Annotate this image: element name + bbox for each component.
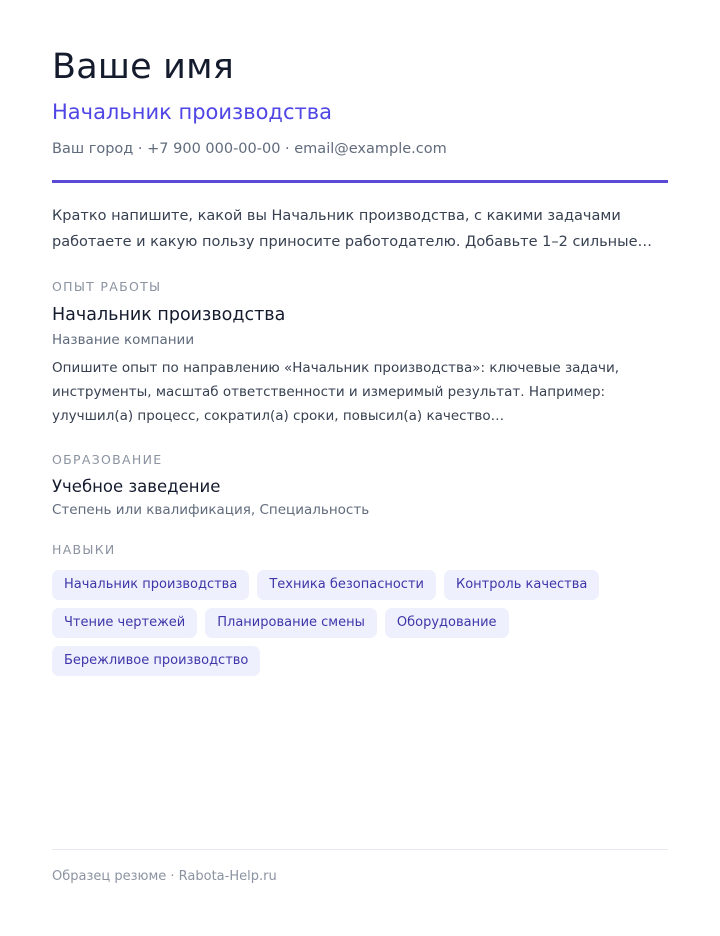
contact-info: Ваш город · +7 900 000-00-00 · email@example.com xyxy=(52,141,447,157)
skills-heading: НАВЫКИ xyxy=(52,542,116,557)
experience-heading: ОПЫТ РАБОТЫ xyxy=(52,279,162,294)
job-title: Начальник производства xyxy=(52,305,286,325)
desired-position: Начальник производства xyxy=(52,100,332,124)
skill-chip: Бережливое производство xyxy=(52,646,260,676)
education-heading: ОБРАЗОВАНИЕ xyxy=(52,452,163,467)
skill-chip: Техника безопасности xyxy=(257,570,436,600)
candidate-name: Ваше имя xyxy=(52,47,234,87)
skills-list xyxy=(52,570,668,676)
header-divider xyxy=(52,180,668,183)
skill-chip: Чтение чертежей xyxy=(52,608,197,638)
footer-text: Образец резюме · Rabota-Help.ru xyxy=(52,869,277,884)
summary-text: Кратко напишите, какой вы Начальник производства, с какими задачами работаете и какую пользу приносите работодателю. Добавьте 1–2 сильные… xyxy=(52,208,653,250)
footer-divider xyxy=(52,849,668,850)
education-institution: Учебное заведение xyxy=(52,477,221,496)
education-degree: Степень или квалификация, Специальность xyxy=(52,502,370,518)
skill-chip: Начальник производства xyxy=(52,570,249,600)
company-name: Название компании xyxy=(52,332,195,348)
skill-chip: Оборудование xyxy=(385,608,509,638)
job-description: Опишите опыт по направлению «Начальник производства»: ключевые задачи, инструменты, масштаб ответственности и измеримый результат. Например: улучшил(а) процесс, сократил(а) сроки, повысил(а) качество… xyxy=(52,360,620,424)
skill-chip: Планирование смены xyxy=(205,608,377,638)
skill-chip: Контроль качества xyxy=(444,570,599,600)
